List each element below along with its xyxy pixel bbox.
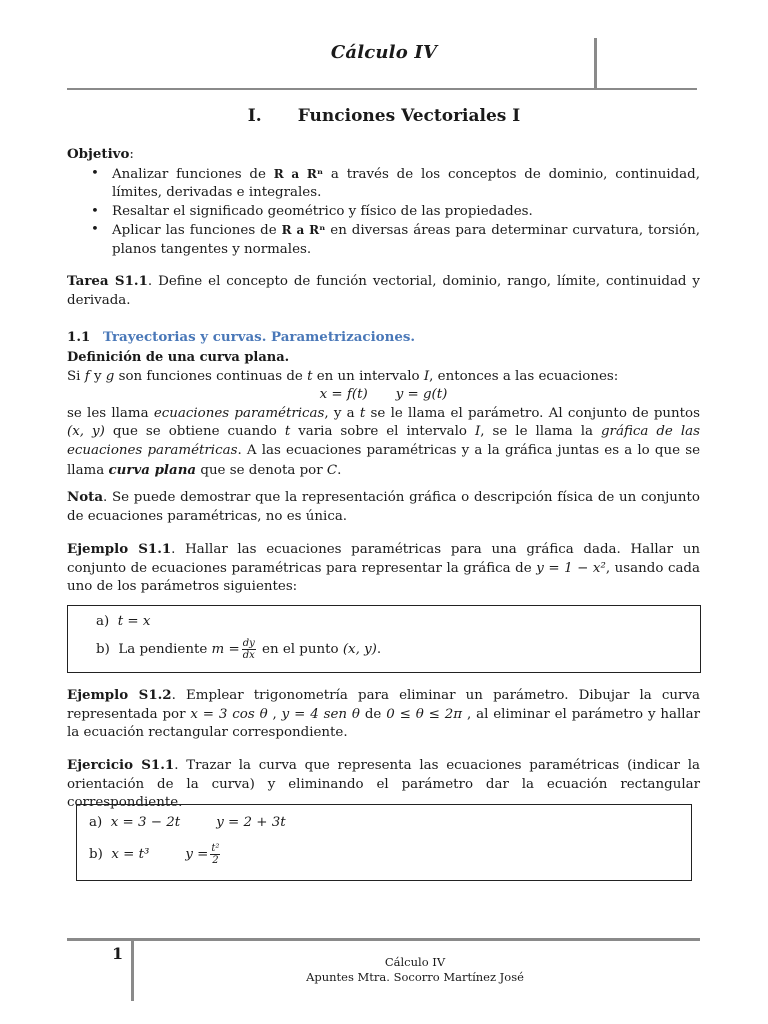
note-paragraph: Nota. Se puede demostrar que la representación gráfica o descripción física de un conjunto de ecuaciones paramétricas, no es única. bbox=[67, 489, 700, 524]
footer-text bbox=[130, 955, 700, 985]
definition-intro: Si f y g son funciones continuas de t en un intervalo I, entonces a las ecuaciones: bbox=[67, 368, 619, 384]
definition-body: se les llama ecuaciones paramétricas, y a t se le llama el parámetro. Al conjunto de puntos (x, y) que se obtiene cuando t varia sobre el intervalo I, se le llama la gráfica de las ecuaciones paramétricas. A las ecuaciones paramétricas y a la gráfica juntas es a lo que se llama curva plana que se denota por C. bbox=[67, 405, 700, 478]
definition-block bbox=[67, 349, 700, 480]
chapter-title: Funciones Vectoriales I bbox=[297, 106, 521, 126]
header-title: Cálculo IV bbox=[330, 42, 438, 63]
footer-rule bbox=[67, 938, 700, 941]
chapter-heading bbox=[0, 106, 768, 126]
task-paragraph: Tarea S1.1. Define el concepto de función vectorial, dominio, rango, límite, continuidad y derivada. bbox=[67, 273, 700, 308]
section-title: Trayectorias y curvas. Parametrizaciones. bbox=[103, 329, 416, 345]
exercise-box bbox=[76, 804, 692, 881]
exercise-item-b: b) x = t³ y = $\frac{\text{t²}}{2}$ bbox=[89, 843, 220, 866]
example-1-item-a: a) t = x bbox=[96, 614, 151, 629]
example-2-label: Ejemplo S1.2 bbox=[67, 687, 172, 703]
list-item: • Analizar funciones de R a Rⁿ a través de los conceptos de dominio, continuidad, límites, derivadas e integrales. bbox=[91, 165, 700, 203]
note-label: Nota bbox=[67, 489, 104, 505]
objective-block: Objetivo: • Analizar funciones de R a Rⁿ a través de los conceptos de dominio, continuidad, límites, derivadas e integrales. • Resaltar el significado geométrico y físico de las propiedades. • Aplicar las funciones de R a Rⁿ en diversas áreas para determinar curvatura, torsión, planos tangentes y normales. bbox=[67, 145, 700, 260]
task-label: Tarea S1.1 bbox=[67, 273, 148, 289]
header-divider-vertical bbox=[594, 38, 597, 88]
example-1-item-b: b) La pendiente m = $\frac{dy}{dx}$ en el punto (x, y). bbox=[96, 638, 382, 661]
page-number: 1 bbox=[112, 944, 124, 963]
list-item: • Aplicar las funciones de R a Rⁿ en diversas áreas para determinar curvatura, torsión, planos tangentes y normales. bbox=[91, 221, 700, 259]
section-number: 1.1 bbox=[67, 329, 91, 345]
exercise-item-a: a) x = 3 − 2t y = 2 + 3t bbox=[89, 815, 286, 830]
footer-line-2: Apuntes Mtra. Socorro Martínez José bbox=[306, 970, 524, 984]
objective-list bbox=[67, 165, 700, 260]
footer-line-1: Cálculo IV bbox=[384, 955, 446, 969]
section-heading bbox=[67, 328, 700, 348]
fraction-dy-dx: $\frac{dy}{dx}$ bbox=[242, 638, 255, 661]
example-1-box bbox=[67, 605, 701, 673]
fraction-t2-over-2: $\frac{\text{t²}}{2}$ bbox=[211, 843, 220, 866]
example-1-paragraph: Ejemplo S1.1. Hallar las ecuaciones paramétricas para una gráfica dada. Hallar un conjunto de ecuaciones paramétricas para representar la gráfica de y = 1 − x², usando cada uno de los parámetros siguientes: bbox=[67, 541, 700, 595]
example-1-label: Ejemplo S1.1 bbox=[67, 541, 172, 557]
definition-heading: Definición de una curva plana. bbox=[67, 350, 290, 365]
list-item: • Resaltar el significado geométrico y físico de las propiedades. bbox=[91, 203, 700, 222]
exercise-label: Ejercicio S1.1 bbox=[67, 757, 175, 773]
header-rule bbox=[67, 88, 697, 90]
exercise-paragraph: Ejercicio S1.1. Trazar la curva que representa las ecuaciones paramétricas (indicar la orientación de la curva) y eliminando el parámetro dar la ecuación rectangular correspondiente. bbox=[67, 757, 700, 811]
objective-label: Objetivo bbox=[67, 146, 130, 162]
example-2-paragraph: Ejemplo S1.2. Emplear trigonometría para eliminar un parámetro. Dibujar la curva representada por x = 3 cos θ , y = 4 sen θ de 0 ≤ θ ≤ 2π , al eliminar el parámetro y hallar la ecuación rectangular correspondiente. bbox=[67, 687, 700, 741]
chapter-number: I. bbox=[247, 106, 262, 126]
parametric-equations: x = f(t) y = g(t) bbox=[319, 387, 448, 403]
